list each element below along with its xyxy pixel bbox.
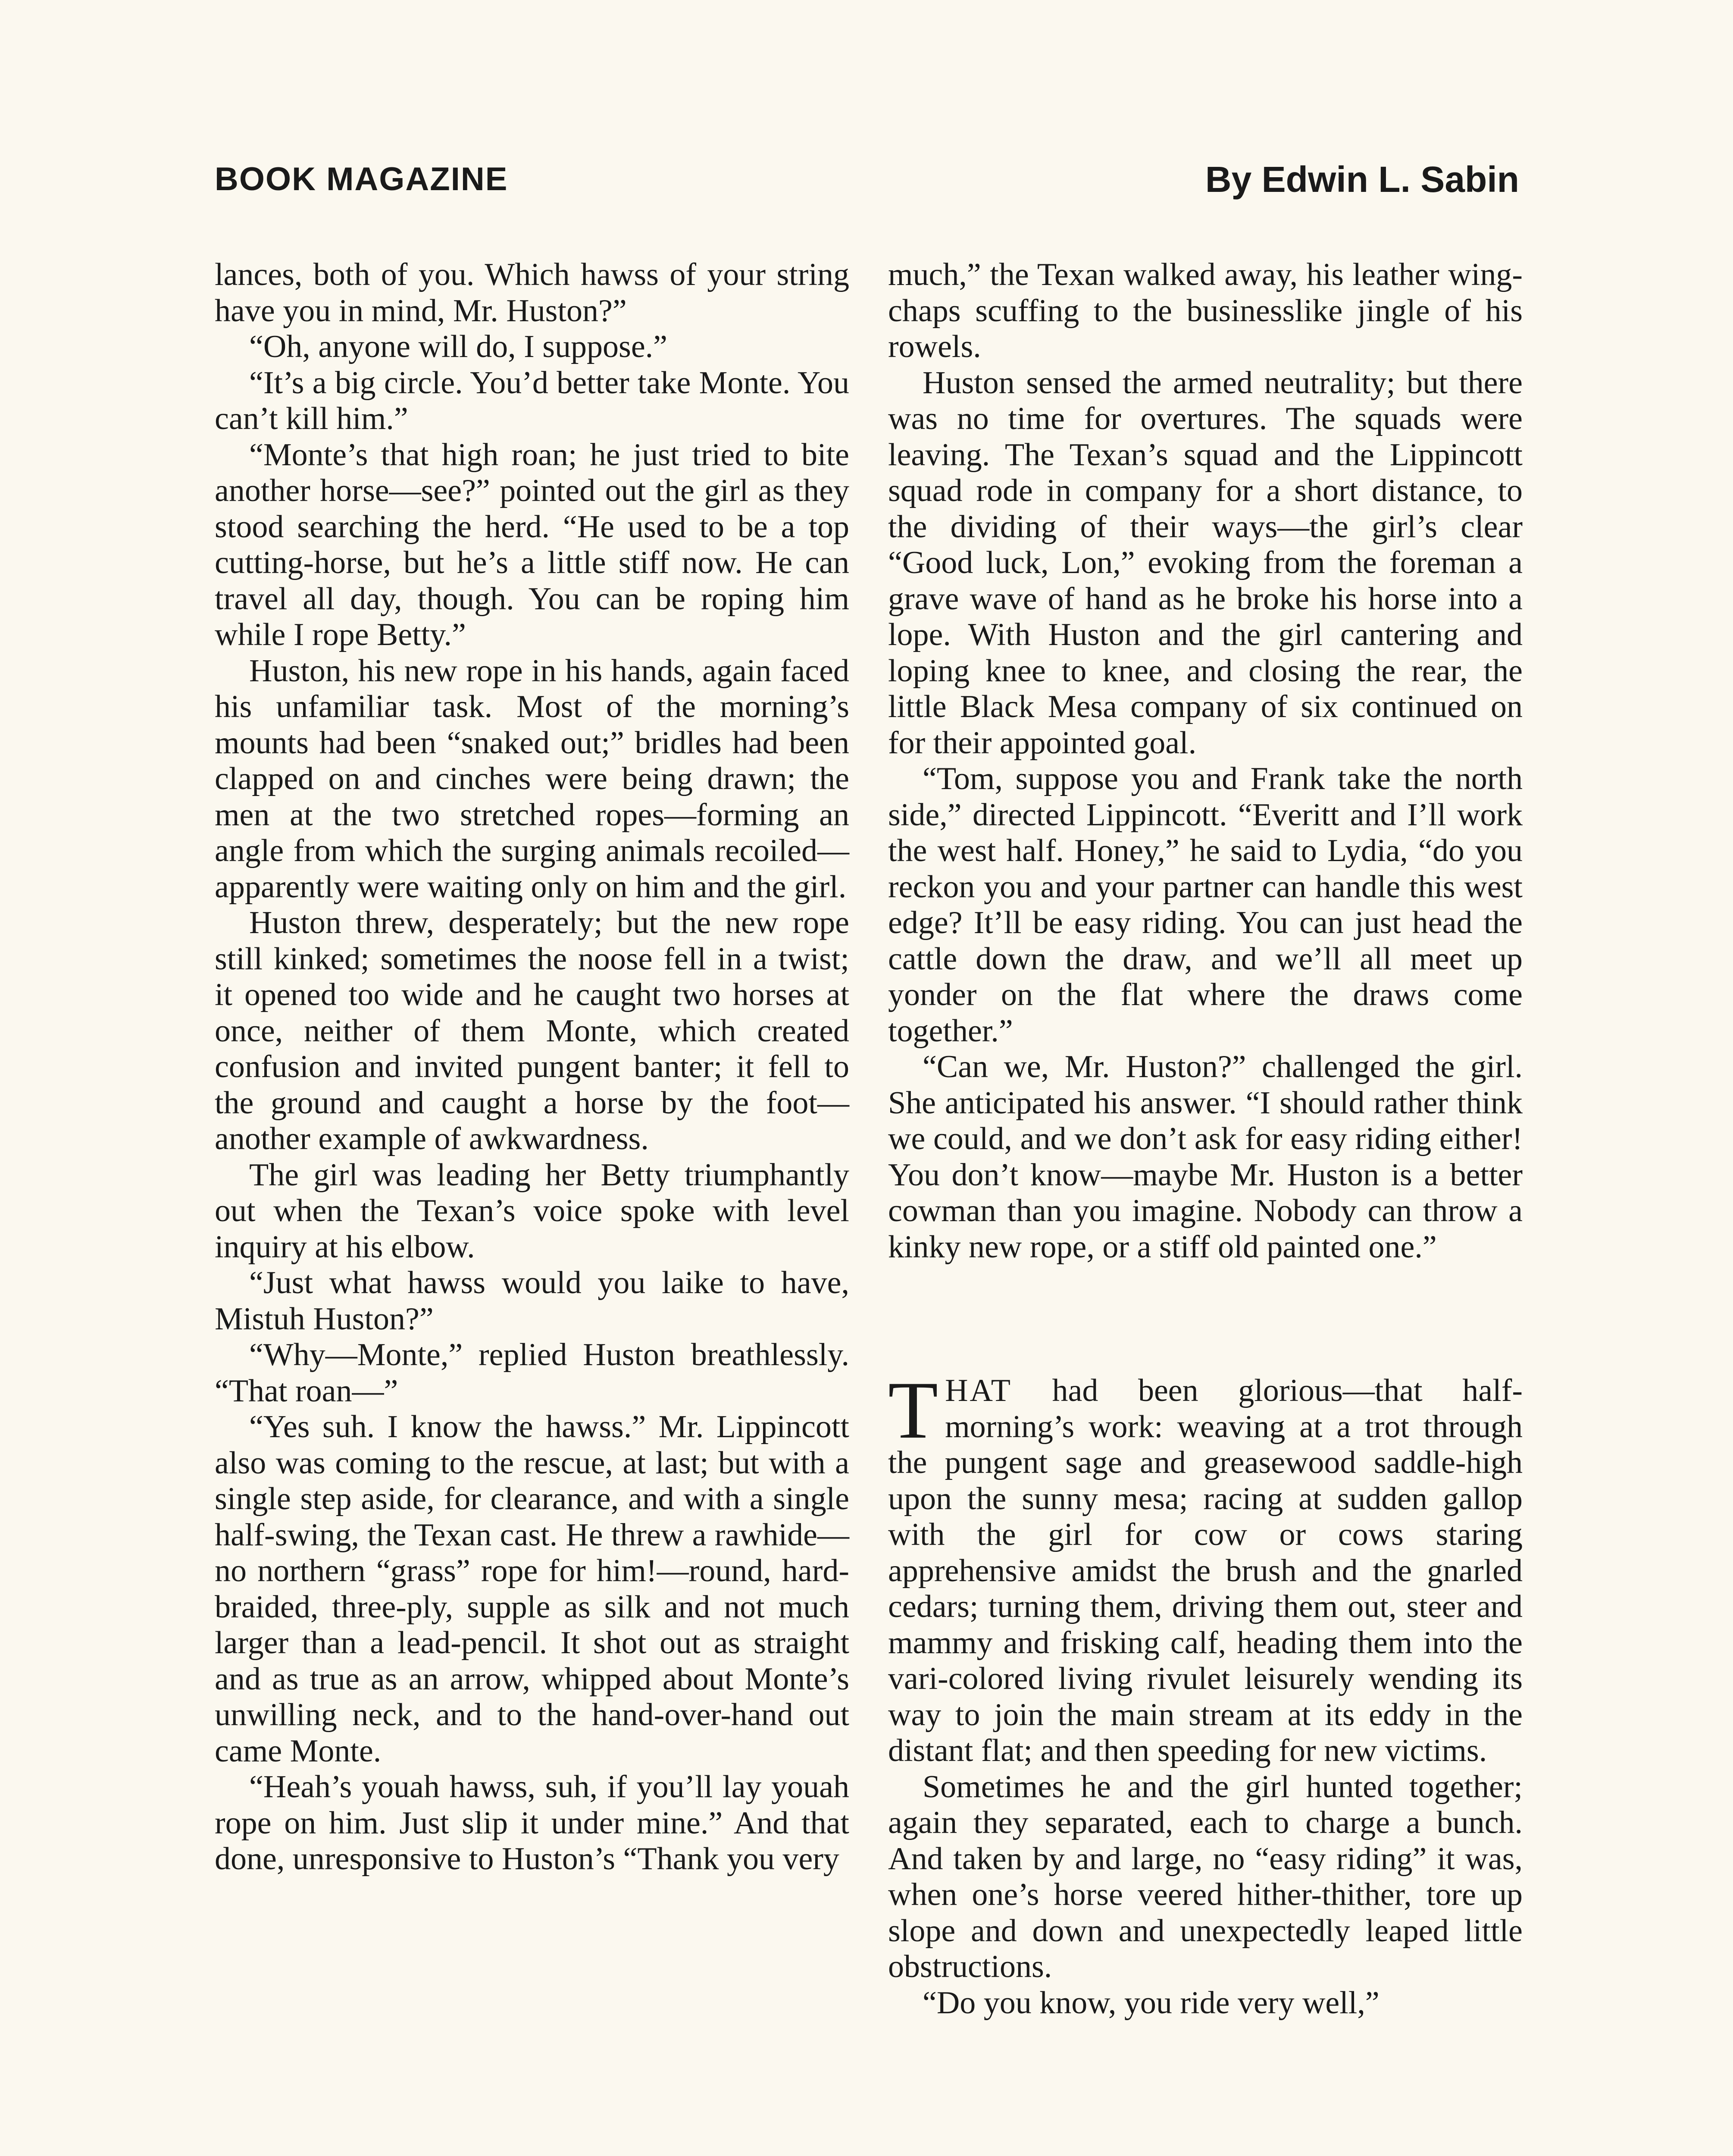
paragraph: “Monte’s that high roan; he just tried to bite another horse—see?” pointed out the girl as they stood searching the herd. “He used to be a top cutting-horse, but he’s a little stiff now. He can travel all day, though. You can be roping him while I rope Betty.” <box>215 437 849 652</box>
paragraph: “Just what hawss would you laike to have, Mistuh Huston?” <box>215 1265 849 1337</box>
paragraph: “Do you know, you ride very well,” <box>923 1985 1380 2021</box>
paragraph: Sometimes he and the girl hunted together; again they separated, each to charge a bunch. And taken by and large, no “easy riding” it was, when one’s horse veered hither-thither, tore up slope and down and unexpectedly leaped little obstructions. <box>888 1769 1523 1984</box>
paragraph: Huston, his new rope in his hands, again faced his unfamiliar task. Most of the morning’s mounts had been “snaked out;” bridles had been clapped on and cinches were being drawn; the men at the two stretched ropes—forming an angle from which the surging animals recoiled—apparently were waiting only on him and the girl. <box>215 653 849 905</box>
section-opening-paragraph <box>888 1365 1523 1769</box>
paragraph: Huston sensed the armed neutrality; but there was no time for overtures. The squads were leaving. The Texan’s squad and the Lippincott squad rode in company for a short distance, to the dividing of their ways—the girl’s clear “Good luck, Lon,” evoking from the foreman a grave wave of hand as he broke his horse into a lope. With Huston and the girl cantering and loping knee to knee, and closing the rear, the little Black Mesa company of six continued on for their appointed goal. <box>888 365 1523 761</box>
paragraph: The girl was leading her Betty triumphantly out when the Texan’s voice spoke with level inquiry at his elbow. <box>215 1157 849 1265</box>
paragraph: “Why—Monte,” replied Huston breathlessly. “That roan—” <box>215 1337 849 1409</box>
author-byline: By Edwin L. Sabin <box>1205 159 1519 200</box>
paragraph: “It’s a big circle. You’d better take Monte. You can’t kill him.” <box>215 365 849 436</box>
paragraph: “Can we, Mr. Huston?” challenged the girl. She anticipated his answer. “I should rather think we could, and we don’t ask for easy riding either! You don’t know—maybe Mr. Huston is a better cowman than you imagine. Nobody can throw a kinky new rope, or a stiff old painted one.” <box>888 1049 1523 1265</box>
paragraph-text: had been glorious—that half-morning’s work: weaving at a trot through the pungent sage and greasewood saddle-high upon the sunny mesa; racing at sudden gallop with the girl for cow or cows staring apprehensive amidst the brush and the gnarled cedars; turning them, driving them out, steer and mammy and frisking calf, heading them into the vari-colored living rivulet leisurely wending its way to join the main stream at its eddy in the distant flat; and then speeding for new victims. <box>888 1373 1523 1768</box>
drop-cap: T <box>888 1365 938 1456</box>
paragraph: “Tom, suppose you and Frank take the north side,” directed Lippincott. “Everitt and I’ll work the west half. Honey,” he said to Lydia, “do you reckon you and your partner can handle this west edge? It’ll be easy riding. You can just head the cattle down the draw, and we’ll all meet up yonder on the flat where the draws come together.” <box>888 761 1523 1049</box>
paragraph: Huston threw, desperately; but the new rope still kinked; sometimes the noose fell in a twist; it opened too wide and he caught two horses at once, neither of them Monte, which created confusion and invited pungent banter; it fell to the ground and caught a horse by the foot—another example of awkwardness. <box>215 905 849 1156</box>
right-column <box>888 257 1523 2021</box>
paragraph: “Heah’s youah hawss, suh, if you’ll lay youah rope on him. Just slip it under mine.” And that done, unresponsive to Huston’s “Thank you very <box>215 1769 849 1877</box>
paragraph: “Oh, anyone will do, I suppose.” <box>249 329 668 364</box>
magazine-title: BOOK MAGAZINE <box>215 161 508 197</box>
section-break <box>888 1265 1523 1373</box>
small-caps-lead: HAT <box>945 1373 1012 1408</box>
paragraph: lances, both of you. Which hawss of your string have you in mind, Mr. Huston?” <box>215 257 849 329</box>
left-column <box>215 257 849 1877</box>
paragraph: “Yes suh. I know the hawss.” Mr. Lippincott also was coming to the rescue, at last; but with a single step aside, for clearance, and with a single half-swing, the Texan cast. He threw a rawhide—no northern “grass” rope for him!—round, hard-braided, three-ply, supple as silk and not much larger than a lead-pencil. It shot out as straight and as true as an arrow, whipped about Monte’s unwilling neck, and to the hand-over-hand out came Monte. <box>215 1409 849 1769</box>
running-head <box>215 160 1519 212</box>
paragraph: much,” the Texan walked away, his leather wing-chaps scuffing to the businesslike jingle of his rowels. <box>888 257 1523 364</box>
